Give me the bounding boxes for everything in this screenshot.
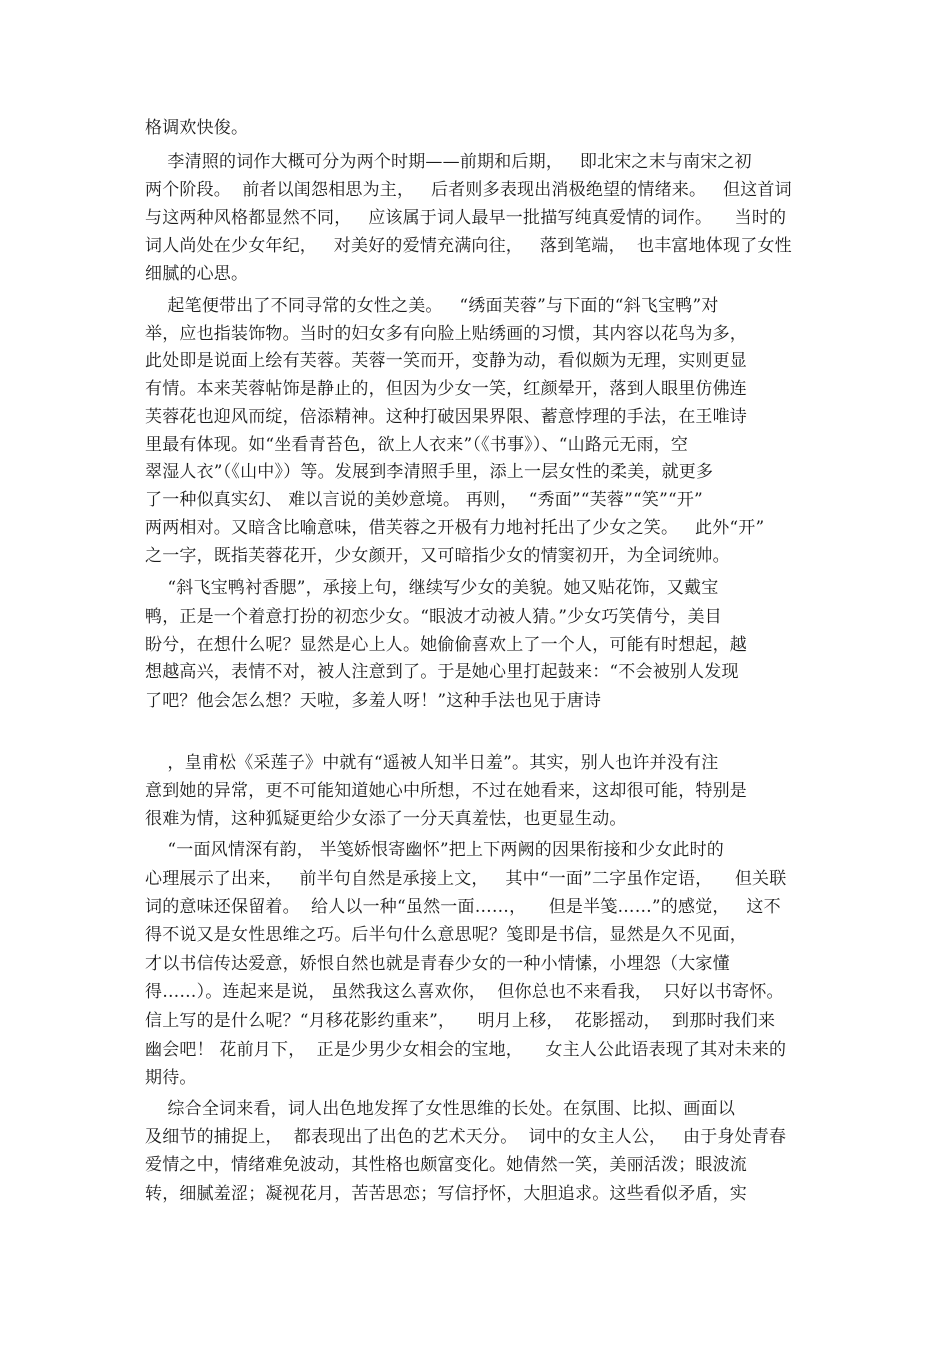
text-line: 及细节的捕捉上， 都表现出了出色的艺术天分。 词中的女主人公， 由于身处青春 bbox=[145, 1127, 787, 1147]
text-line: 举，应也指装饰物。当时的妇女多有向脸上贴绣画的习惯，其内容以花鸟为多， bbox=[145, 324, 747, 344]
text-line: 翠湿人衣”（《山中》）等。发展到李清照手里，添上一层女性的柔美，就更多 bbox=[145, 462, 714, 482]
text-line: 转，细腻羞涩；凝视花月，苦苦思恋；写信抒怀，大胆追求。这些看似矛盾，实 bbox=[145, 1184, 747, 1204]
text-line: 很难为情，这种狐疑更给少女添了一分天真羞怯，也更显生动。 bbox=[145, 809, 627, 829]
text-line: 鸭，正是一个着意打扮的初恋少女。“眼波才动被人猜。”少女巧笑倩兮，美目 bbox=[145, 607, 722, 627]
text-line: 得不说又是女性思维之巧。后半句什么意思呢？笺即是书信，显然是久不见面， bbox=[145, 925, 747, 945]
text-line: 信上写的是什么呢？“月移花影约重来”， 明月上移， 花影摇动， 到那时我们来 bbox=[145, 1011, 776, 1031]
text-line: 李清照的词作大概可分为两个时期——前期和后期， 即北宋之末与南宋之初 bbox=[145, 152, 752, 172]
text-line: 格调欢快俊。 bbox=[145, 118, 249, 138]
text-line: ，皇甫松《采莲子》中就有“遥被人知半日羞”。其实，别人也许并没有注 bbox=[145, 753, 719, 773]
text-line: 两个阶段。 前者以闺怨相思为主， 后者则多表现出消极绝望的情绪来。 但这首词 bbox=[145, 180, 792, 200]
text-line: 了吧？他会怎么想？天啦，多羞人呀！”这种手法也见于唐诗 bbox=[145, 691, 602, 711]
text-line: 此处即是说面上绘有芙蓉。芙蓉一笑而开，变静为动，看似颇为无理，实则更显 bbox=[145, 351, 747, 371]
text-line: 意到她的异常，更不可能知道她心中所想，不过在她看来，这却很可能，特别是 bbox=[145, 781, 747, 801]
text-line: “一面风情深有韵， 半笺娇恨寄幽怀”把上下两阙的因果衔接和少女此时的 bbox=[145, 840, 724, 860]
text-line: 盼兮，在想什么呢？显然是心上人。她偷偷喜欢上了一个人，可能有时想起，越 bbox=[145, 635, 747, 655]
text-line: “斜飞宝鸭衬香腮”，承接上句，继续写少女的美貌。她又贴花饰，又戴宝 bbox=[145, 578, 719, 598]
text-line: 了一种似真实幻、 难以言说的美妙意境。 再则， “秀面”“芙蓉”“笑”“开” bbox=[145, 490, 703, 510]
text-line: 词人尚处在少女年纪， 对美好的爱情充满向往， 落到笔端， 也丰富地体现了女性 bbox=[145, 236, 792, 256]
text-line: 心理展示了出来， 前半句自然是承接上文， 其中“一面”二字虽作定语， 但关联 bbox=[145, 869, 787, 889]
text-line: 与这两种风格都显然不同， 应该属于词人最早一批描写纯真爱情的词作。 当时的 bbox=[145, 208, 787, 228]
text-line: 有情。本来芙蓉帖饰是静止的，但因为少女一笑，红颜晕开，落到人眼里仿佛连 bbox=[145, 379, 747, 399]
text-line: 细腻的心思。 bbox=[145, 264, 249, 284]
text-line: 词的意味还保留着。 给人以一种“虽然一面……， 但是半笺……”的感觉， 这不 bbox=[145, 897, 781, 917]
text-line: 幽会吧！ 花前月下， 正是少男少女相会的宝地， 女主人公此语表现了其对未来的 bbox=[145, 1040, 787, 1060]
text-line: 才以书信传达爱意，娇恨自然也就是青春少女的一种小情愫，小埋怨（大家懂 bbox=[145, 954, 730, 974]
text-line: 综合全词来看，词人出色地发挥了女性思维的长处。在氛围、比拟、画面以 bbox=[145, 1099, 736, 1119]
text-line: 得……）。连起来是说， 虽然我这么喜欢你， 但你总也不来看我， 只好以书寄怀。 bbox=[145, 982, 784, 1002]
text-line: 想越高兴，表情不对，被人注意到了。于是她心里打起鼓来：“不会被别人发现 bbox=[145, 662, 739, 682]
text-line: 之一字，既指芙蓉花开，少女颜开，又可暗指少女的情窦初开，为全词统帅。 bbox=[145, 546, 730, 566]
text-line: 起笔便带出了不同寻常的女性之美。 “绣面芙蓉”与下面的“斜飞宝鸭”对 bbox=[145, 296, 719, 316]
text-line: 爱情之中，情绪难免波动，其性格也颇富变化。她倩然一笑，美丽活泼；眼波流 bbox=[145, 1155, 747, 1175]
text-line: 两两相对。又暗含比喻意味，借芙蓉之开极有力地衬托出了少女之笑。 此外“开” bbox=[145, 518, 765, 538]
text-line: 里最有体现。如“坐看青苔色，欲上人衣来”（《书事》）、“山路元无雨，空 bbox=[145, 435, 689, 455]
text-line: 芙蓉花也迎风而绽，倍添精神。这种打破因果界限、蓄意悖理的手法，在王唯诗 bbox=[145, 407, 747, 427]
text-line: 期待。 bbox=[145, 1068, 197, 1088]
